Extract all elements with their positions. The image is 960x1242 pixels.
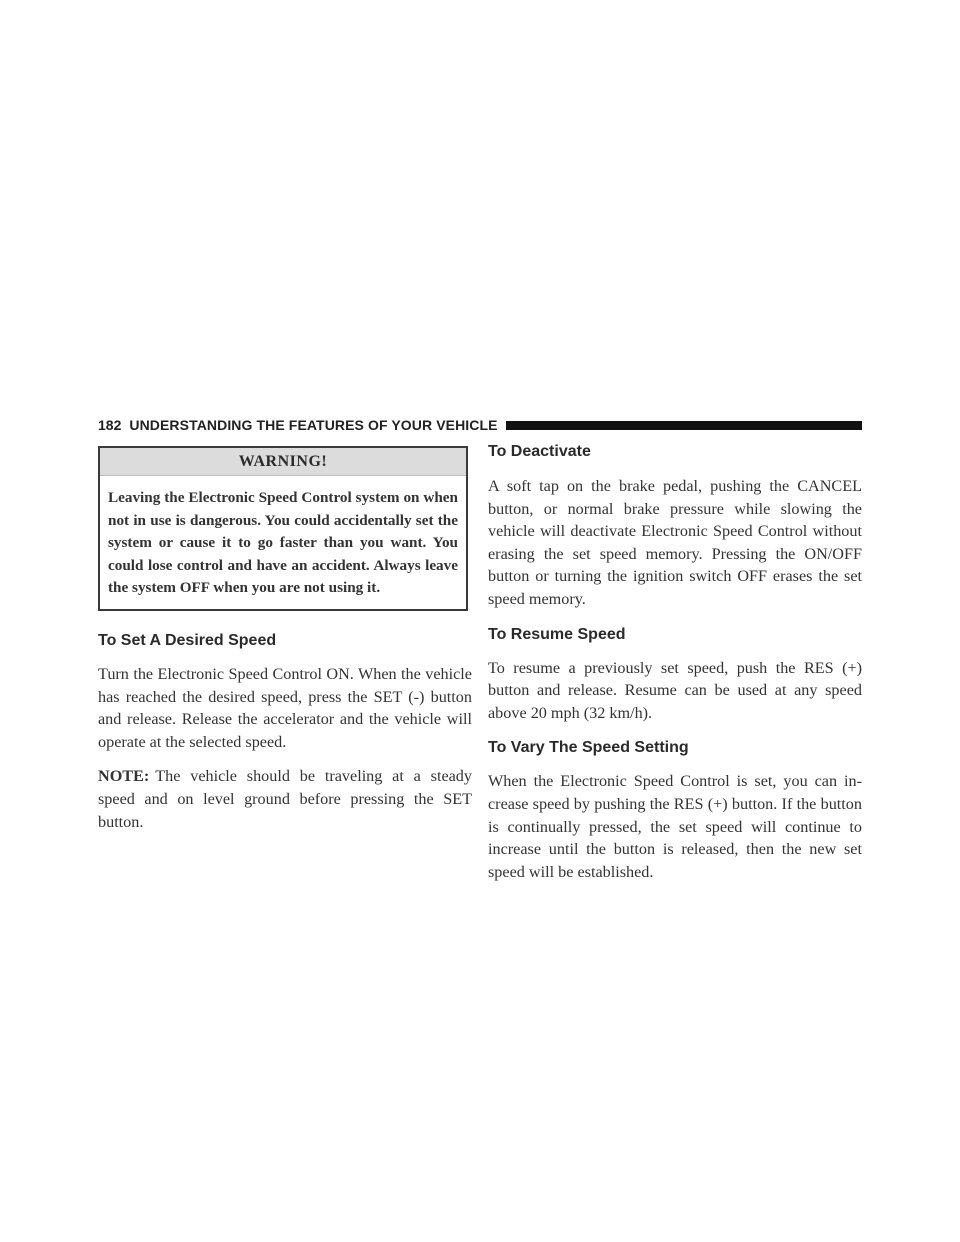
resume-paragraph: To resume a previously set speed, push the RES (+) button and release. Resume can be used at any speed above 20 mph (32 km/h). bbox=[488, 658, 862, 722]
note-paragraph bbox=[98, 765, 472, 833]
warning-box bbox=[98, 446, 468, 611]
note-label: NOTE: bbox=[98, 767, 150, 786]
note-text: The vehicle should be traveling at a steady speed and on level ground before pressing the SET button. bbox=[98, 767, 472, 831]
left-column bbox=[98, 446, 472, 833]
vary-heading: To Vary The Speed Setting bbox=[488, 739, 689, 757]
warning-title: WARNING! bbox=[100, 448, 466, 476]
resume-heading: To Resume Speed bbox=[488, 625, 626, 643]
deactivate-paragraph: A soft tap on the brake pedal, pushing the CANCEL button, or normal brake pressure while slowing the vehicle will deactivate Electronic Speed Control without erasing the set speed memory. Pressing the ON/OFF button or turning the ignition switch OFF erases the set speed memory. bbox=[488, 477, 862, 608]
set-speed-heading: To Set A Desired Speed bbox=[98, 631, 277, 649]
set-speed-paragraph: Turn the Electronic Speed Control ON. When the vehicle has reached the desired speed, press the SET (-) button and release. Release the accelerator and the vehicle will operate at the selected speed. bbox=[98, 664, 472, 751]
page-header bbox=[98, 414, 862, 436]
right-column bbox=[488, 443, 862, 883]
header-rule bbox=[506, 421, 862, 430]
warning-text: Leaving the Electronic Speed Control system on when not in use is dangerous. You could accidentally set the system or cause it to go faster than you want. You could lose control and have an accident. Always leave the system OFF when you are not using it. bbox=[108, 489, 458, 597]
deactivate-heading: To Deactivate bbox=[488, 443, 591, 460]
section-title: UNDERSTANDING THE FEATURES OF YOUR VEHICLE bbox=[129, 417, 498, 433]
page-number: 182 bbox=[98, 417, 122, 433]
vary-paragraph: When the Electronic Speed Control is set, you can in-crease speed by pushing the RES (+) button. If the button is continually pressed, the set speed will continue to increase until the button is released, then the new set speed will be established. bbox=[488, 772, 862, 881]
